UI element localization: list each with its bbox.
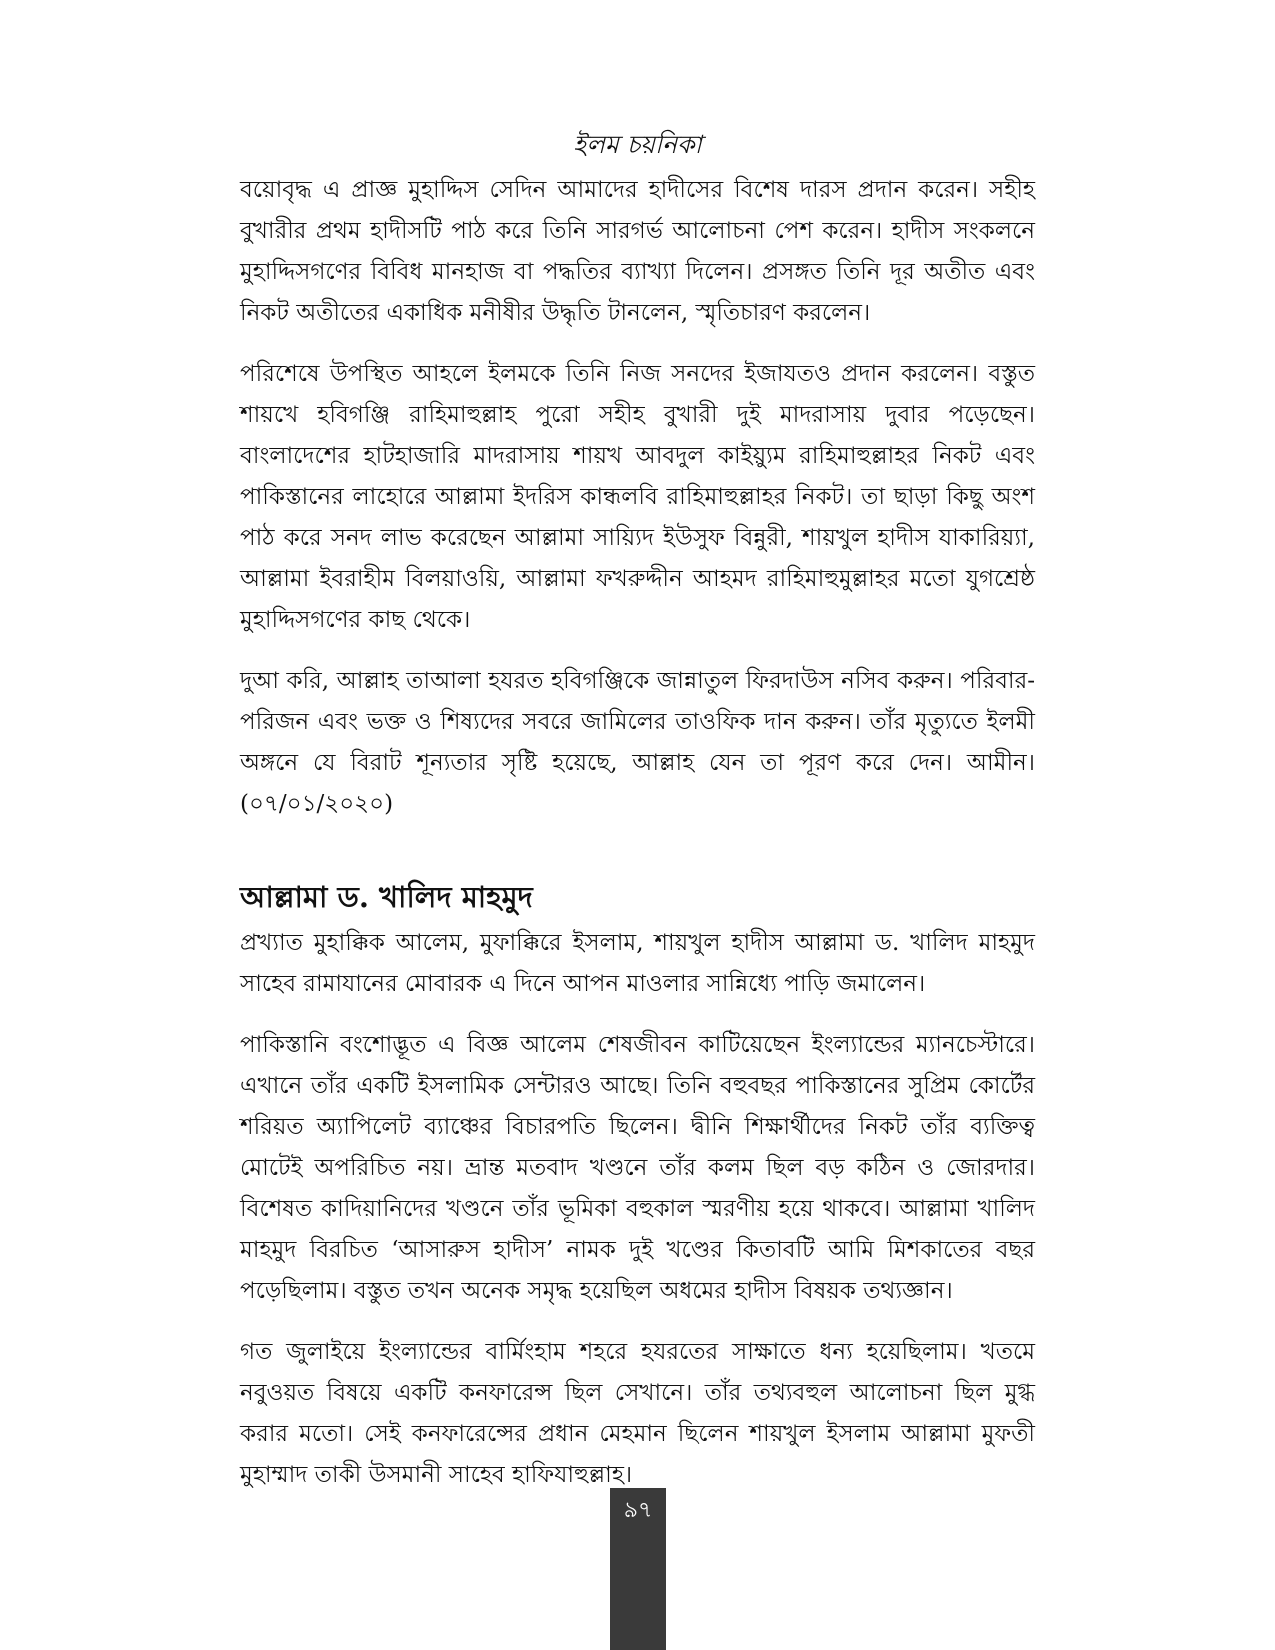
running-header: ইলম চয়নিকা — [573, 130, 702, 159]
page-body — [240, 170, 1035, 1516]
paragraph: পরিশেষে উপস্থিত আহলে ইলমকে তিনি নিজ সনদের ইজাযতও প্রদান করলেন। বস্তুত শায়খে হবিগঞ্জি রাহিমাহুল্লাহ পুরো সহীহ বুখারী দুই মাদরাসায় দুবার পড়েছেন। বাংলাদেশের হাটহাজারি মাদরাসায় শায়খ আবদুল কাইয়্যুম রাহিমাহুল্লাহর নিকট এবং পাকিস্তানের লাহোরে আল্লামা ইদরিস কান্ধলবি রাহিমাহুল্লাহর নিকট। তা ছাড়া কিছু অংশ পাঠ করে সনদ লাভ করেছেন আল্লামা সায়্যিদ ইউসুফ বিন্নুরী, শায়খুল হাদীস যাকারিয়্যা, আল্লামা ইবরাহীম বিলয়াওয়ি, আল্লামা ফখরুদ্দীন আহমদ রাহিমাহুমুল্লাহর মতো যুগশ্রেষ্ঠ মুহাদ্দিসগণের কাছ থেকে। — [240, 361, 1035, 633]
page-number-tab — [610, 1488, 666, 1650]
paragraph: দুআ করি, আল্লাহ তাআলা হযরত হবিগঞ্জিকে জান্নাতুল ফিরদাউস নসিব করুন। পরিবার-পরিজন এবং ভক্ত ও শিষ্যদের সবরে জামিলের তাওফিক দান করুন। তাঁর মৃত্যুতে ইলমী অঙ্গনে যে বিরাট শূন্যতার সৃষ্টি হয়েছে, আল্লাহ যেন তা পূরণ করে দেন। আমীন। (০৭/০১/২০২০) — [240, 668, 1035, 817]
paragraph: গত জুলাইয়ে ইংল্যান্ডের বার্মিংহাম শহরে হযরতের সাক্ষাতে ধন্য হয়েছিলাম। খতমে নবুওয়ত বিষয়ে একটি কনফারেন্স ছিল সেখানে। তাঁর তথ্যবহুল আলোচনা ছিল মুগ্ধ করার মতো। সেই কনফারেন্সের প্রধান মেহমান ছিলেন শায়খুল ইসলাম আল্লামা মুফতী মুহাম্মাদ তাকী উসমানী সাহেব হাফিযাহুল্লাহ। — [240, 1339, 1035, 1488]
section-heading: আল্লামা ড. খালিদ মাহমুদ — [240, 880, 533, 914]
paragraph: বয়োবৃদ্ধ এ প্রাজ্ঞ মুহাদ্দিস সেদিন আমাদের হাদীসের বিশেষ দারস প্রদান করেন। সহীহ বুখারীর প্রথম হাদীসটি পাঠ করে তিনি সারগর্ভ আলোচনা পেশ করেন। হাদীস সংকলনে মুহাদ্দিসগণের বিবিধ মানহাজ বা পদ্ধতির ব্যাখ্যা দিলেন। প্রসঙ্গত তিনি দূর অতীত এবং নিকট অতীতের একাধিক মনীষীর উদ্ধৃতি টানলেন, স্মৃতিচারণ করলেন। — [240, 177, 1035, 326]
paragraph: প্রখ্যাত মুহাক্কিক আলেম, মুফাক্কিরে ইসলাম, শায়খুল হাদীস আল্লামা ড. খালিদ মাহমুদ সাহেব রামাযানের মোবারক এ দিনে আপন মাওলার সান্নিধ্যে পাড়ি জমালেন। — [240, 930, 1035, 997]
paragraph: পাকিস্তানি বংশোদ্ভূত এ বিজ্ঞ আলেম শেষজীবন কাটিয়েছেন ইংল্যান্ডের ম্যানচেস্টারে। এখানে তাঁর একটি ইসলামিক সেন্টারও আছে। তিনি বহুবছর পাকিস্তানের সুপ্রিম কোর্টের শরিয়ত অ্যাপিলেট ব্যাঞ্চের বিচারপতি ছিলেন। দ্বীনি শিক্ষার্থীদের নিকট তাঁর ব্যক্তিত্ব মোটেই অপরিচিত নয়। ভ্রান্ত মতবাদ খণ্ডনে তাঁর কলম ছিল বড় কঠিন ও জোরদার। বিশেষত কাদিয়ানিদের খণ্ডনে তাঁর ভূমিকা বহুকাল স্মরণীয় হয়ে থাকবে। আল্লামা খালিদ মাহমুদ বিরচিত ‘আসারুস হাদীস’ নামক দুই খণ্ডের কিতাবটি আমি মিশকাতের বছর পড়েছিলাম। বস্তুত তখন অনেক সমৃদ্ধ হয়েছিল অধমের হাদীস বিষয়ক তথ্যজ্ঞান। — [240, 1032, 1035, 1304]
page-number: ৯৭ — [623, 1498, 653, 1523]
